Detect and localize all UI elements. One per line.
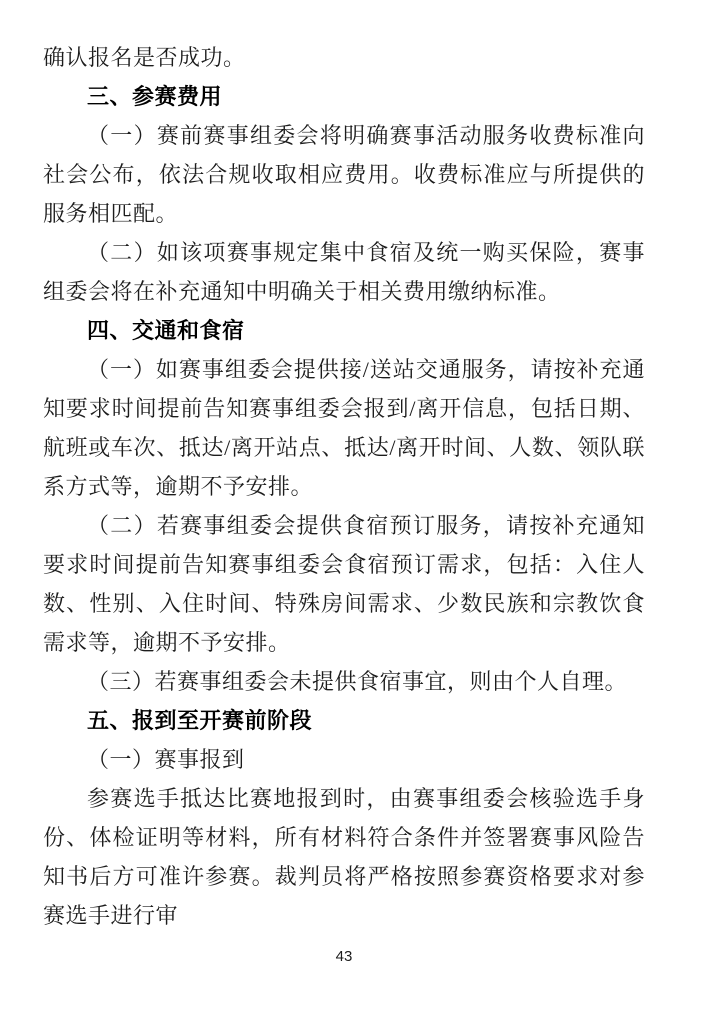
page-number: 43 xyxy=(335,948,353,965)
section-heading-5-checkin-stage: 五、报到至开赛前阶段 xyxy=(87,708,313,733)
paragraph-fee-board-insurance: （二）如该项赛事规定集中食宿及统一购买保险，赛事组委会将在补充通知中明确关于相关费用缴纳标准。 xyxy=(43,240,645,304)
paragraph-board-booking: （二）若赛事组委会提供食宿预订服务，请按补充通知要求时间提前告知赛事组委会食宿预订需求，包括：入住人数、性别、入住时间、特殊房间需求、少数民族和宗教饮食需求等，逾期不予安排。 xyxy=(43,513,645,655)
paragraph-checkin-verification: 参赛选手抵达比赛地报到时，由赛事组委会核验选手身份、体检证明等材料，所有材料符合条件并签署赛事风险告知书后方可准许参赛。裁判员将严格按照参赛资格要求对参赛选手进行审 xyxy=(43,786,645,928)
document-body xyxy=(43,38,645,935)
paragraph-continuation: 确认报名是否成功。 xyxy=(43,45,246,70)
section-heading-3-entry-fee: 三、参赛费用 xyxy=(87,84,223,109)
paragraph-transport-service: （一）如赛事组委会提供接/送站交通服务，请按补充通知要求时间提前告知赛事组委会报到/离开信息，包括日期、航班或车次、抵达/离开站点、抵达/离开时间、人数、领队联系方式等，逾期不予安排。 xyxy=(43,357,645,499)
paragraph-event-checkin-label: （一）赛事报到 xyxy=(87,747,245,772)
paragraph-board-self-arrange: （三）若赛事组委会未提供食宿事宜，则由个人自理。 xyxy=(87,669,628,694)
section-heading-4-transport-board: 四、交通和食宿 xyxy=(87,318,245,343)
paragraph-fee-announcement: （一）赛前赛事组委会将明确赛事活动服务收费标准向社会公布，依法合规收取相应费用。收费标准应与所提供的服务相匹配。 xyxy=(43,123,645,226)
